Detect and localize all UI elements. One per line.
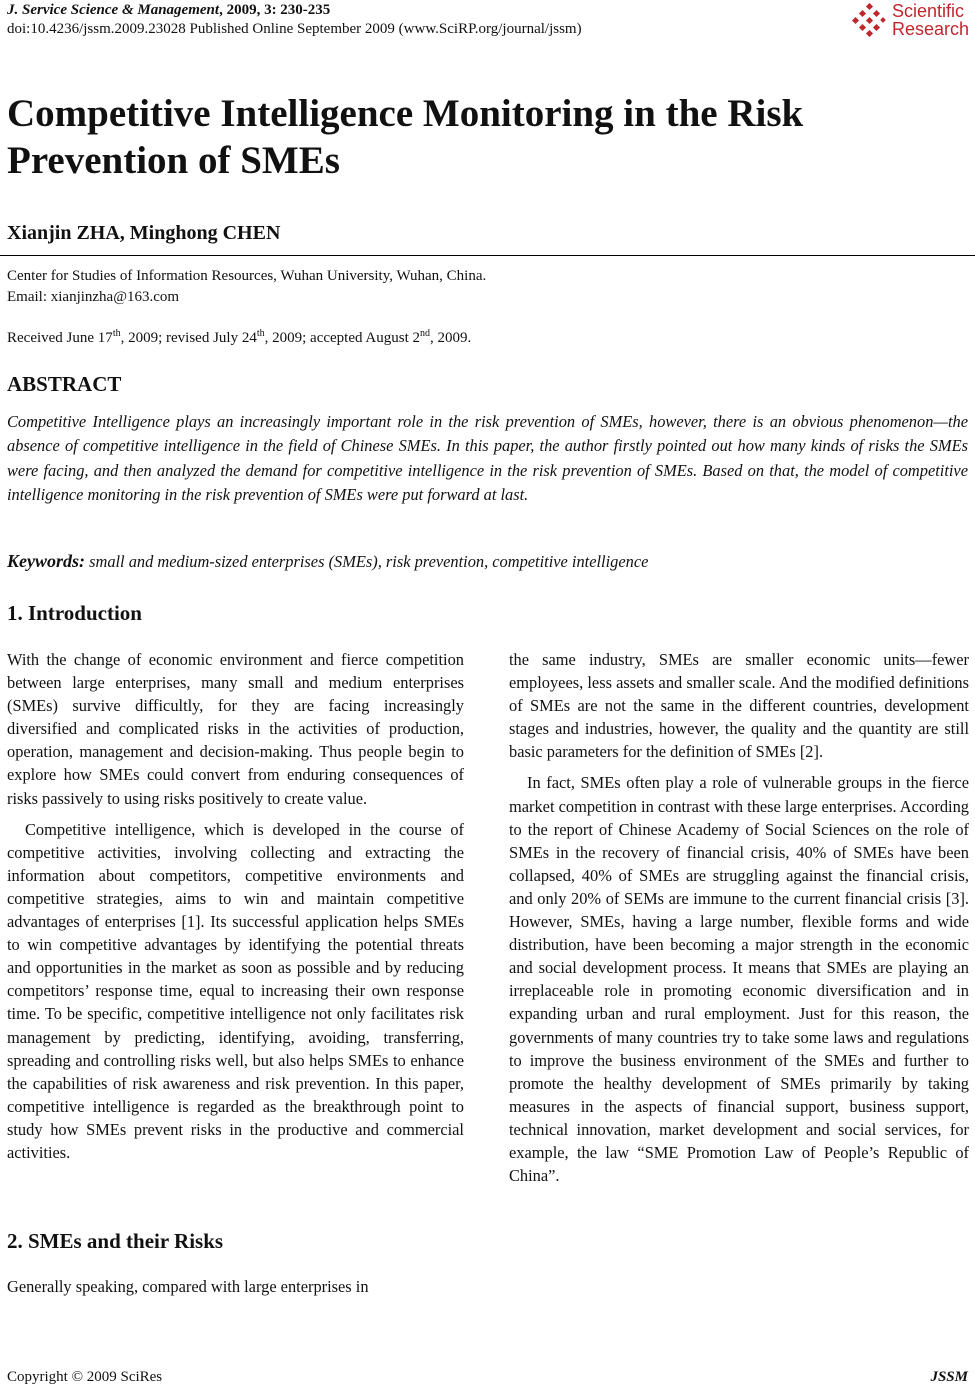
footer-journal: JSSM <box>930 1369 968 1385</box>
affiliation-block <box>7 266 486 308</box>
paragraph: In fact, SMEs often play a role of vulnerable groups in the fierce market competition in contrast with these large enterprises. According to the report of Chinese Academy of Social Sciences on the role of SMEs in the recovery of financial crisis, 40% of SMEs have been collapsed, 40% of SMEs are struggling against the financial crisis, and only 20% of SEMs are immune to the current financial crisis [3]. However, SMEs, having a large number, flexible forms and wide distribution, have been becoming a major strength in the economic and social development process. It means that SMEs are playing an irreplaceable role in promoting economic diversification and in expanding urban and rural employment. Just for this reason, the governments of many countries try to take some laws and regulations to improve the business environment of the SMEs and further to promote the healthy development of SMEs primarily by taking measures in the aspects of financial support, business support, technical innovation, market development and social services, for example, the law “SME Promotion Law of People’s Republic of China”. <box>509 773 969 1186</box>
journal-citation <box>7 2 330 19</box>
left-column-bottom <box>7 1275 464 1298</box>
section-heading-introduction: 1. Introduction <box>7 601 142 625</box>
abstract-heading: ABSTRACT <box>7 372 122 396</box>
accepted-text: , 2009; accepted August 2 <box>264 330 421 346</box>
keywords-text: small and medium-sized enterprises (SMEs), risk prevention, competitive intelligence <box>85 552 649 571</box>
footer-copyright: Copyright © 2009 SciRes <box>7 1369 163 1385</box>
section-heading-smes-risks: 2. SMEs and their Risks <box>7 1229 224 1253</box>
revised-text: , 2009; revised July 24 <box>120 330 257 346</box>
publisher-logo[interactable] <box>852 2 969 38</box>
affiliation: Center for Studies of Information Resources, Wuhan University, Wuhan, China. <box>7 268 487 284</box>
received-text: Received June 17 <box>7 330 113 346</box>
logo-line-2: Research <box>891 19 969 39</box>
accepted-sup: nd <box>420 328 431 339</box>
paragraph: Generally speaking, compared with large enterprises in <box>7 1277 369 1296</box>
journal-volume: , 2009, 3: 230-235 <box>219 2 331 18</box>
received-sup: th <box>112 328 121 339</box>
keywords-label: Keywords: <box>7 551 85 571</box>
journal-name: J. Service Science & Management <box>7 2 220 18</box>
logo-line-1: Scientific <box>891 1 964 21</box>
paper-title-line-2: Prevention of SMEs <box>7 139 340 182</box>
paragraph: With the change of economic environment and fierce competition between large enterprises, many small and medium enterprises (SMEs) survive difficultly, for they are facing increasingly diversified and complicated risks in the activities of production, operation, management and decision-making. Thus people begin to explore how SMEs could convert from enduring consequences of risks passively to using risks positively to create value. <box>7 650 464 808</box>
paragraph: Competitive intelligence, which is developed in the course of competitive activities, involving collecting and extracting the information about competitors, competitive environments and competitive strategies, aims to win and maintain competitive advantages of enterprises [1]. Its successful application helps SMEs to win competitive advantages by identifying the potential threats and opportunities in the market as soon as possible and by reducing competitors’ response time, equal to increasing their own response time. To be specific, competitive intelligence not only facilitates risk management by predicting, identifying, avoiding, transferring, spreading and controlling risks well, but also helps SMEs to enhance the capabilities of risk awareness and risk prevention. In this paper, competitive intelligence is regarded as the breakthrough point to study how SMEs prevent risks in the productive and commercial activities. <box>7 819 464 1162</box>
left-column <box>7 648 464 1164</box>
abstract-text: Competitive Intelligence plays an increasingly important role in the risk prevention of SMEs, however, there is an obvious phenomenon—the absence of competitive intelligence in the field of Chinese SMEs. In this paper, the author firstly pointed out how many kinds of risks the SMEs were facing, and then analyzed the demand for competitive intelligence in the risk prevention of SMEs. Based on that, the model of competitive intelligence monitoring in the risk prevention of SMEs were put forward at last. <box>7 412 968 504</box>
paper-title-line-1: Competitive Intelligence Monitoring in the Risk <box>7 92 804 135</box>
right-column <box>509 648 969 1187</box>
authors: Xianjin ZHA, Minghong CHEN <box>7 222 281 244</box>
received-dates <box>7 328 471 347</box>
doi-line: doi:10.4236/jssm.2009.23028 Published Online September 2009 (www.SciRP.org/journal/jssm) <box>7 21 582 37</box>
email: Email: xianjinzha@163.com <box>7 289 180 305</box>
publisher-logo-text <box>892 2 969 38</box>
keywords <box>7 551 648 572</box>
paragraph: the same industry, SMEs are smaller economic units—fewer employees, less assets and smaller scale. And the modified definitions of SMEs are not the same in the different countries, development stages and industries, however, the quality and the quantity are still basic parameters for the definition of SMEs [2]. <box>509 650 969 762</box>
divider <box>0 255 975 256</box>
paper-title <box>7 90 907 184</box>
revised-sup: th <box>256 328 265 339</box>
year-text: , 2009. <box>430 330 472 346</box>
publisher-logo-icon <box>852 3 886 37</box>
